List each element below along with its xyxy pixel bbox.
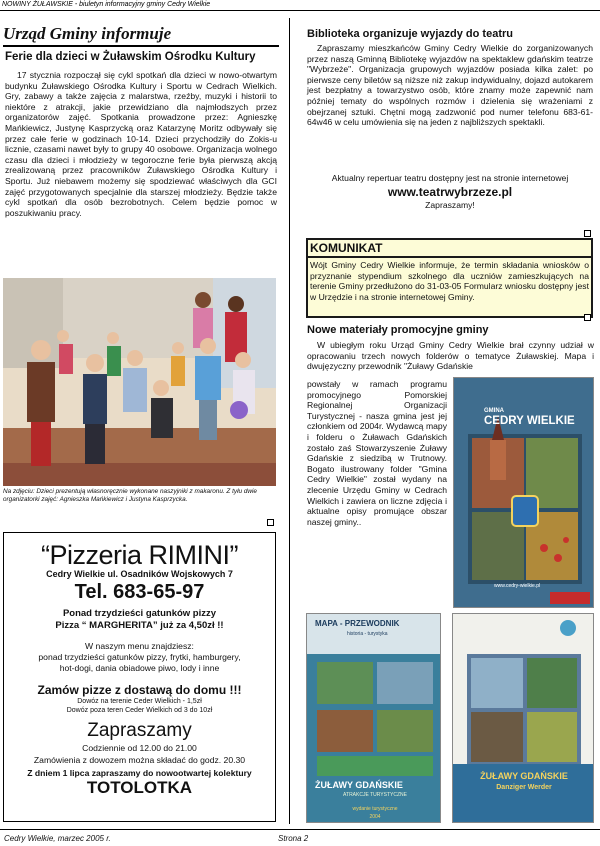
brochure-a-bottom: ŻUŁAWY GDAŃSKIE — [315, 780, 403, 790]
article-ferie-title: Ferie dla dzieci w Żuławskim Ośrodku Kultury — [5, 51, 256, 63]
article-promo-title: Nowe materiały promocyjne gminy — [307, 324, 489, 336]
ad-line-pizza-types: Ponad trzydzieści gatunków pizzy — [62, 608, 217, 619]
ad-menu-intro: W naszym menu znajdziesz: — [85, 641, 194, 651]
article-promo-body-2: powstały w ramach programu promocyjnego Pomorskiej Regionalnej Organizacji Turystycznej - nasza gmina jest jej członkiem od 2004r. Wydawcą mapy i folderu o Żuławach Gdańskich zostało zaś Stowarzyszenie Żuławy Gdańskie z siedzibą w Trutnowy. Bogato ilustrowany folder "Gmina Cedry Wielkie" został wydany na zlecenie Urzędu Gminy w Cedrach Wielkich i zawiera on liczne zdjęcia i aktualne opisy promujące obszar naszej gminy.. — [307, 379, 447, 527]
ad-hours: Codziennie od 12.00 do 21.00 — [82, 743, 197, 753]
ad-order: Zamów pizze z dostawą do domu !!! — [37, 683, 242, 697]
end-marker — [584, 230, 591, 237]
theatre-repertoire — [307, 173, 593, 211]
pizzeria-advertisement — [3, 532, 276, 822]
photo-illustration — [3, 278, 276, 486]
ad-menu-items-2: hot-dogi, dania obiadowe piwo, lody i inne — [59, 663, 220, 673]
ad-address: Cedry Wielkie ul. Osadników Wojskowych 7 — [46, 569, 233, 579]
ad-invite: Zapraszamy — [87, 720, 192, 741]
brochure-main-small: GMINA — [484, 408, 504, 414]
brochure-zulawy-gdanskie — [452, 613, 594, 823]
komunikat-body: Wójt Gminy Cedry Wielkie informuje, że termin składania wniosków o przyznanie stypendium szkolnego dla uczniów zamieszkujących na terenie Gminy przedłużono do 31-03-05 Formularz wniosku dostępny jest w Urzędzie i na stronie internetowej Gminy. — [310, 260, 589, 302]
theatre-url: www.teatrwybrzeze.pl — [387, 185, 513, 199]
footer-rule — [0, 829, 600, 830]
article-theatre-body: Zapraszamy mieszkańców Gminy Cedry Wielkie do zorganizowanych przez naszą Gminną Bibliotekę wyjazdów na spektaklew gdańskim teatrze "Wybrzeże". Organizacja grupowych wyjazdów posiada kilka zalet: po pierwsze ceny biletów są niższe niż zakup indywidualny, dojazd autokarem jest bezpłatny a towarzystwo osób, które znamy może zapewnić nam później tematy do wspólnych rozmów i dzielenia się wrażeniami z obejrzanej sztuki. Chętni mogą zadzwonić pod numer telefonu 683-61-64w46 w celu umówienia się na jeden z najbliższych spektakli. — [307, 43, 593, 128]
ad-orders-until: Zamówienia z dowozem można składać do godz. 20.30 — [33, 755, 246, 765]
footer-date: Cedry Wielkie, marzec 2005 r. — [4, 834, 111, 843]
section-title-rule — [3, 45, 279, 47]
newsletter-header: NOWINY ŻUŁAWSKIE - biuletyn informacyjny gminy Cedry Wielkie — [2, 1, 211, 8]
brochure-a-subtitle: historia - turystyka — [347, 631, 388, 637]
ad-delivery-outside: Dowóz poza teren Ceder Wielkich od 3 do 10zł — [66, 707, 213, 714]
end-marker — [267, 519, 274, 526]
komunikat-title: KOMUNIKAT — [308, 240, 591, 258]
ad-menu-items: ponad trzydzieści gatunków pizzy, frytki, hamburgery, — [38, 652, 241, 662]
theatre-invite: Zapraszamy! — [425, 200, 475, 210]
ad-promo: Z dniem 1 lipca zapraszamy do nowootwartej kolektury — [27, 768, 252, 778]
brochure-cedry-illustration — [454, 378, 594, 608]
page-number: Strona 2 — [278, 834, 309, 843]
ad-phone: Tel. 683-65-97 — [74, 581, 205, 603]
ad-title: “Pizzeria RIMINI” — [40, 540, 238, 570]
repertoire-text: Aktualny repertuar teatru dostępny jest na stronie internetowej — [331, 173, 569, 183]
article-theatre-title: Biblioteka organizuje wyjazdy do teatru — [307, 28, 513, 40]
ad-line-margherita: Pizza “ MARGHERITA” już za 4,50zł !! — [55, 620, 224, 631]
ad-menu — [4, 641, 275, 674]
brochure-main-title: CEDRY WIELKIE — [484, 415, 575, 427]
brochure-b-bottom: ŻUŁAWY GDAŃSKIE — [480, 771, 568, 781]
brochure-a-year: 2004 — [369, 814, 381, 820]
photo-caption: Na zdjęciu: Dzieci prezentują własnoręcznie wykonane naszyjniki z makaronu. Z tyłu dwie organizatorki zajęć: Agnieszka Mańkiewicz i Justyna Kasprzycka. — [3, 488, 257, 503]
article-ferie-body: 17 stycznia rozpoczął się cykl spotkań dla dzieci w nowo-otwartym budynku Żuławskiego Ośrodka Kultury i Sportu w Cedrach Wielkich. Gry, zabawy a także zajęcia z malarstwa, rzeźby, muzyki i historii to niektóre z atrakcji, jakie przewidziano dla najmłodszych przez organizatorów zajęć. Spotkania prowadzone przez: Agnieszkę Mańkiewicz, Justynę Kasprzycką oraz Katarzynę Moritz odbywały się przez całe ferie w godzinach 10-14. Dzieci przychodziły do Zokis-u licznie, czasami nawet były to grupy 40 osobowe. Organizacja wolnego czasu dla dzieci i młodzieży w tegoroczne ferie była pierwszą akcją zrealizowaną przez pracowników Żuławskiego Ośrodka Kultury i Sportu. Już niebawem możemy się spodziewać właściwych dla GCI zajęć przygotowanych specjalnie dla starszej młodzieży. Będzie także cykl spotkań dla osób bezrobotnych. Celem będzie pomoc w poszukiwaniu pracy. — [5, 70, 277, 218]
brochure-a-bottom-2: ATRAKCJE TURYSTYCZNE — [343, 792, 407, 798]
ad-delivery-local: Dowóz na terenie Ceder Wielkich - 1,5zł — [77, 698, 202, 705]
ad-promo-name: TOTOLOTKA — [86, 778, 193, 797]
section-title: Urząd Gminy informuje — [3, 24, 172, 43]
column-divider — [289, 18, 290, 824]
header-rule — [0, 10, 600, 11]
brochure-b-bottom-2: Danziger Werder — [496, 784, 552, 791]
brochure-main-url: www.cedry-wielkie.pl — [494, 583, 541, 589]
brochure-a-edition: wydanie turystyczne — [352, 806, 398, 812]
article-promo-body-1: W ubiegłym roku Urząd Gminy Cedry Wielkie brał czynny udział w opracowaniu trzech nowych folderów o tematyce Żuławskiej. Mapa i dwujęzyczny przewodnik "Żuławy Gdańskie — [307, 340, 594, 372]
brochure-cedry-wielkie — [453, 377, 594, 608]
children-group-photo — [3, 278, 276, 486]
brochure-mapa-przewodnik — [306, 613, 441, 823]
end-marker — [584, 314, 591, 321]
brochure-zulawy-illustration — [453, 614, 594, 823]
brochure-a-title: MAPA - PRZEWODNIK — [315, 619, 400, 628]
komunikat-box — [306, 238, 593, 318]
